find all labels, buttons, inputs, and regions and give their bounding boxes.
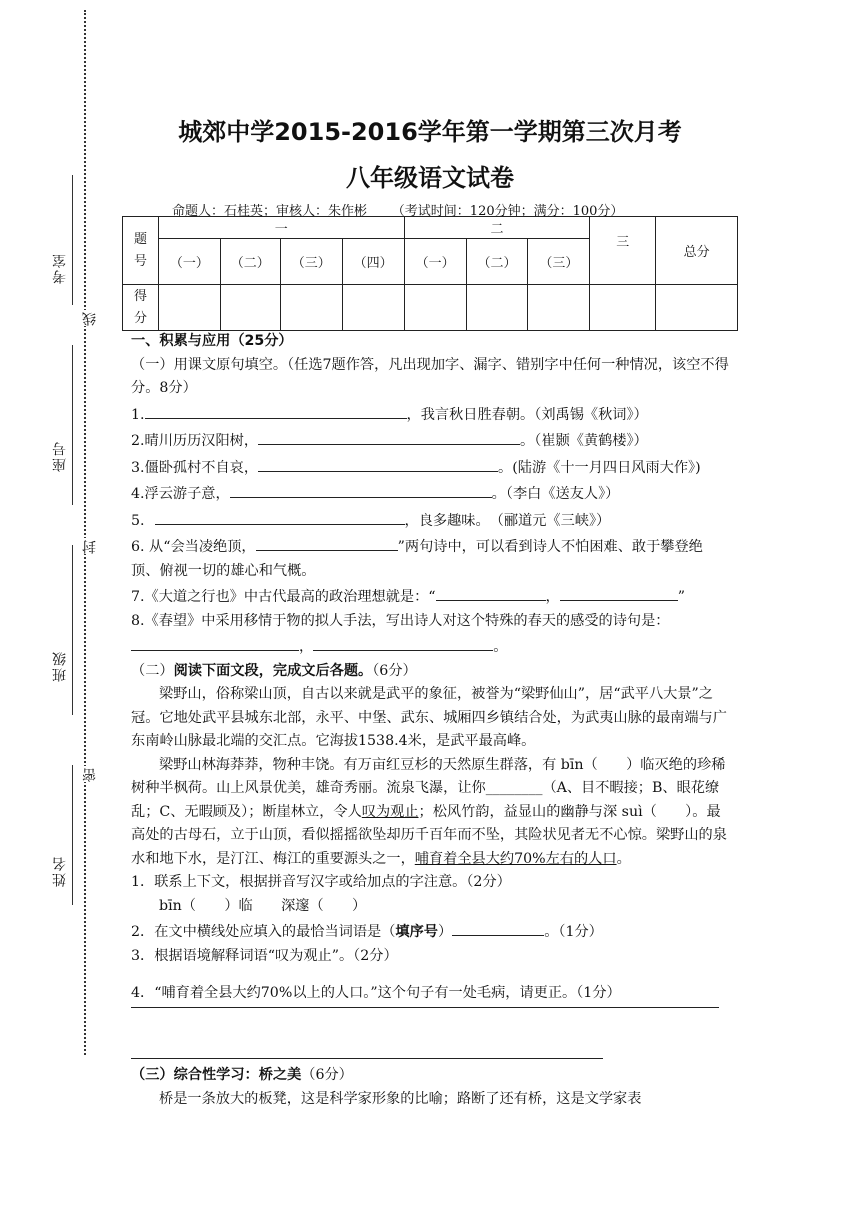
- answer-blank[interactable]: [313, 633, 493, 651]
- answer-blank[interactable]: [436, 583, 546, 601]
- answer-blank[interactable]: [131, 633, 299, 651]
- group-three: 三: [590, 217, 656, 285]
- score-cell[interactable]: [528, 285, 590, 331]
- sub-col: （三）: [528, 239, 590, 285]
- question-1: 1. ，我言秋日胜春朝。（刘禹锡《秋词》）: [131, 401, 731, 428]
- seal-secret-char: 密: [82, 766, 98, 782]
- score-table: [122, 216, 738, 331]
- answer-blank[interactable]: [560, 583, 678, 601]
- score-cell[interactable]: [220, 285, 280, 331]
- answer-blank[interactable]: [145, 401, 407, 419]
- sub-col: （四）: [342, 239, 404, 285]
- answer-blank[interactable]: [256, 533, 398, 551]
- score-cell[interactable]: [342, 285, 404, 331]
- exam-room-line: [72, 175, 73, 305]
- passage-para-1: 梁野山，俗称梁山顶，自古以来就是武平的象征，被誉为“梁野仙山”，居“武平八大景”之冠。它地处武平县城东北部，永平、中堡、武东、城厢四乡镇结合处，为武夷山脉的最南端与广东南岭山脉最北端的交汇点。它海拔1538.4米，是武平最高峰。: [131, 686, 727, 749]
- total-header: 总分: [656, 217, 738, 285]
- sub-col: （三）: [280, 239, 342, 285]
- sub-col: （二）: [220, 239, 280, 285]
- score-cell[interactable]: [158, 285, 220, 331]
- row-label-score: 得分: [133, 288, 147, 326]
- part1-block: [131, 330, 731, 1006]
- exam-meta: 命题人：石桂英；审核人：朱作彬 （考试时间：120分钟；满分：100分）: [172, 204, 624, 219]
- seat-line: [72, 345, 73, 505]
- answer-blank[interactable]: [258, 427, 520, 445]
- sec2-heading: （二）阅读下面文段，完成文后各题。（6分）: [131, 662, 417, 679]
- group-one: 一: [158, 217, 404, 239]
- exam-subtitle: 八年级语文试卷: [346, 164, 514, 192]
- row-label-question: 题号: [133, 231, 147, 269]
- question-5: 5. ，良多趣味。 （郦道元《三峡》）: [131, 507, 731, 534]
- part1-heading: 一、积累与应用（25分）: [131, 333, 293, 349]
- name-line: [72, 765, 73, 905]
- score-cell[interactable]: [280, 285, 342, 331]
- question-8: 8.《春望》中采用移情于物的拟人手法，写出诗人对这个特殊的春天的感受的诗句是：， 。: [131, 612, 670, 655]
- question-2: 2.晴川历历汉阳树， 。（崔颢《黄鹤楼》）: [131, 427, 731, 454]
- sub-question-3: 3．根据语境解释词语“叹为观止”。（2分）: [131, 947, 398, 964]
- answer-blank[interactable]: [452, 918, 544, 936]
- seat-label: 座号: [52, 440, 68, 472]
- sub-question-1-answers: bīn（ ）临 深邃（ ）: [159, 897, 367, 914]
- class-label: 班级: [52, 650, 68, 682]
- question-7: 7.《大道之行也》中古代最高的政治理想就是：“ ， ”: [131, 583, 731, 610]
- score-cell[interactable]: [656, 285, 738, 331]
- sub-col: （一）: [158, 239, 220, 285]
- answer-blank[interactable]: [230, 480, 492, 498]
- class-line: [72, 545, 73, 715]
- sub-question-4: 4．“哺育着全县大约70%以上的人口。”这个句子有一处毛病，请更正。（1分）: [131, 985, 621, 1001]
- question-6: 6. 从“会当凌绝顶， ”两句诗中，可以看到诗人不怕困难、敢于攀登绝顶、俯视一切的雄心和气概。: [131, 533, 731, 583]
- question-3: 3.僵卧孤村不自哀， 。(陆游《十一月四日风雨大作》): [131, 454, 731, 481]
- score-cell[interactable]: [404, 285, 466, 331]
- question-4: 4.浮云游子意， 。（李白《送友人》）: [131, 480, 731, 507]
- sub-col: （二）: [466, 239, 528, 285]
- section-divider: [131, 1058, 603, 1059]
- sec1-intro: （一）用课文原句填空。（任选7题作答，凡出现加字、漏字、错别字中任何一种情况，该空不得分。8分）: [131, 356, 729, 396]
- passage-para-2: 梁野山林海莽莽，物种丰饶。有万亩红豆杉的天然原生群落，有 bīn（ ）临灭绝的珍稀树种半枫荷。山上风景优美，雄奇秀丽。流泉飞瀑，让你________（A、目不暇接；B、眼花缭乱；C、无暇顾及）；断崖林立，令人叹为观止；松风竹韵，益显山的幽静与深 suì（ ）。最高处的古母石，立于山顶，看似摇摇欲坠却历千百年而不坠，其险状见者无不心惊。梁野山的泉水和地下水，是汀江、梅江的重要源头之一，哺育着全县大约70%左右的人口。: [131, 756, 727, 867]
- answer-blank[interactable]: [258, 454, 498, 472]
- sub-question-1: 1．联系上下文，根据拼音写汉字或给加点的字注意。（2分）: [131, 874, 511, 890]
- name-label: 姓名: [52, 855, 68, 887]
- score-cell[interactable]: [466, 285, 528, 331]
- answer-line-q3[interactable]: [131, 1007, 719, 1008]
- exam-title: 城郊中学2015-2016学年第一学期第三次月考: [178, 118, 682, 146]
- part3-block: [131, 1064, 731, 1111]
- sub-col: （一）: [404, 239, 466, 285]
- exam-room-label: 考室: [52, 252, 68, 284]
- sec3-text: 桥是一条放大的板凳，这是科学家形象的比喻；路断了还有桥，这是文学家表: [159, 1090, 642, 1107]
- group-two: 二: [404, 217, 590, 239]
- seal-seal-char: 封: [82, 538, 98, 554]
- sec3-heading: （三）综合性学习：桥之美（6分）: [131, 1067, 353, 1083]
- score-cell[interactable]: [590, 285, 656, 331]
- answer-blank[interactable]: [155, 507, 405, 525]
- seal-line-char: 线: [82, 310, 98, 326]
- sub-question-2: 2．在文中横线处应填入的最恰当词语是（填序号） 。（1分）: [131, 918, 731, 945]
